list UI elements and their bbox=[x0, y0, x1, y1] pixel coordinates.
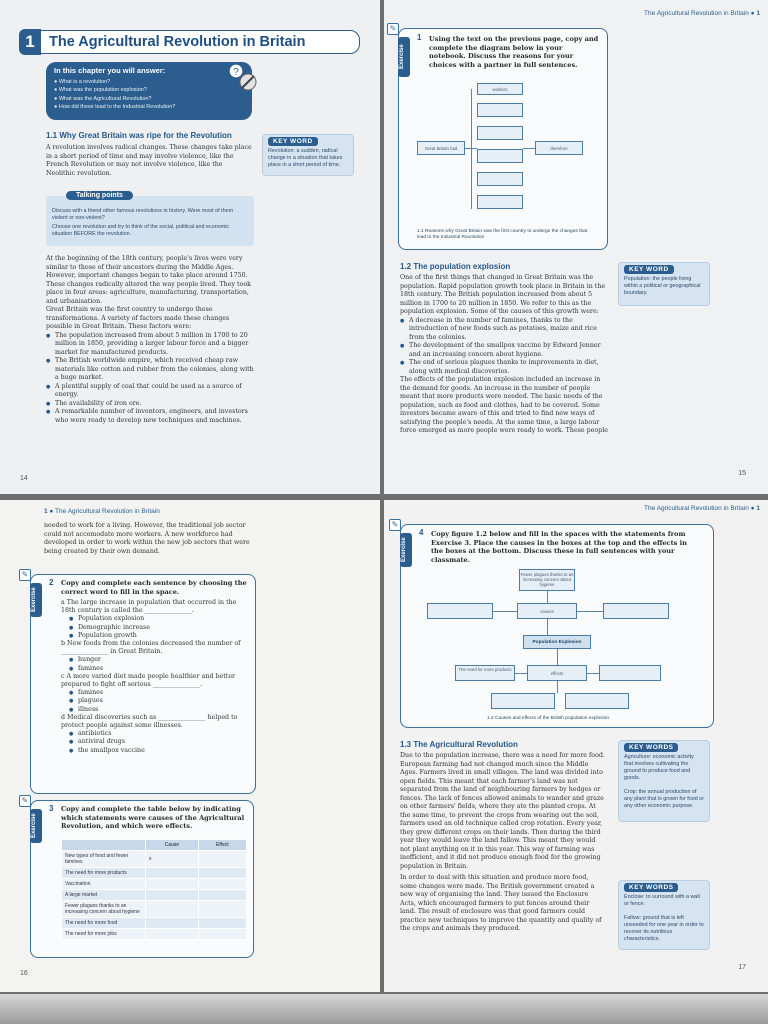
question-item: ● How did these lead to the Industrial Revolution? bbox=[54, 104, 176, 111]
pencil-icon: ✎ bbox=[19, 795, 31, 807]
connector bbox=[515, 673, 527, 674]
talking-point-1: Discuss with a friend other famous revolutions in history. Were most of them violent or non-violent? bbox=[52, 208, 234, 221]
pencil-icon: ✎ bbox=[387, 23, 399, 35]
scan-bottom-edge bbox=[0, 994, 768, 1024]
cause-cell: x bbox=[146, 851, 199, 868]
exercise-number: 2 bbox=[49, 578, 54, 587]
diagram-box-empty bbox=[477, 172, 523, 186]
exercise-number: 3 bbox=[49, 804, 54, 813]
exercise-label: Exercise bbox=[400, 533, 412, 567]
effect-cell bbox=[198, 901, 246, 918]
page-15 bbox=[384, 0, 768, 494]
option: ● antibiotics bbox=[69, 730, 251, 738]
page-number: 14 bbox=[20, 475, 28, 482]
exercise-label: Exercise bbox=[398, 37, 410, 77]
running-header: The Agricultural Revolution in Britain ● 1 bbox=[644, 505, 760, 512]
chapter-number: 1 bbox=[19, 29, 41, 55]
keyword-box-revolution bbox=[262, 134, 354, 176]
causes-list bbox=[400, 317, 610, 377]
pencil-icon: ✎ bbox=[19, 569, 31, 581]
question-item: ● What was the population explosion? bbox=[54, 87, 147, 94]
connector bbox=[471, 89, 472, 209]
options-d bbox=[69, 730, 251, 755]
diagram-box-empty bbox=[603, 603, 669, 619]
exercise-label: Exercise bbox=[30, 809, 42, 843]
paragraph: Due to the population increase, there was a need for more food. European farming had not changed much since the Middle Ages. Farmers lived in small villages. The land was divided into open fields. This meant that each farmer's land was not separated from the land of neighbouring farmers by hedges or fences. The lack of fences allowed animals to wander and graze on other farmers' fields, where they ate the planted crops. At the same time, to prevent the crops from wearing out the soil, farmers used an old technique called crop rotation. Every year, they grew different crops on their lands. Then during the third year they would leave the land fallow. This meant they would not plant anything on it in this year. This way of farming was inefficient, and it did not produce enough food for the growing population in Britain. bbox=[400, 752, 605, 870]
cause-cell bbox=[146, 868, 199, 879]
exercise-1-box bbox=[389, 24, 608, 250]
cause-item: ● The end of serious plagues thanks to improvements in diet, along with medical discoveries. bbox=[400, 359, 610, 376]
cause-cell bbox=[146, 890, 199, 901]
continued-paragraph: needed to work for a living. However, the traditional job sector could not accomodate more workers. A new workforce had developed in order to work within the new job sectors that were being created by their own demand. bbox=[44, 522, 250, 555]
question-item: ● What is a revolution? bbox=[54, 79, 111, 85]
exercise-number: 1 bbox=[417, 33, 422, 42]
keyword-definition: Enclose: to surround with a wall or fence. bbox=[624, 894, 700, 907]
keyword-definition: Crop: the annual production of any plant that is grown for food or any other economic purpose. bbox=[624, 789, 705, 809]
diagram-box-empty bbox=[477, 195, 523, 209]
factor-list bbox=[46, 332, 256, 426]
factor-item: ● A plentiful supply of coal that could be used as a source of energy. bbox=[46, 383, 256, 400]
table-row bbox=[62, 868, 247, 879]
pencil-icon: ✎ bbox=[389, 519, 401, 531]
header-cell bbox=[62, 840, 146, 851]
diagram-box-workers: workers bbox=[477, 83, 523, 95]
section-heading-1-1: 1.1 Why Great Britain was ripe for the Revolution bbox=[46, 131, 232, 140]
section-heading-1-2: 1.2 The population explosion bbox=[400, 262, 511, 271]
connector bbox=[557, 649, 558, 665]
effect-cell bbox=[198, 929, 246, 940]
option: ● antiviral drugs bbox=[69, 738, 251, 746]
keyword-header: KEY WORD bbox=[624, 265, 674, 274]
exercise-instructions: Using the text on the previous page, copy and complete the diagram below in your notebook. Discuss the reasons for your choices with a partner in full sentences. bbox=[429, 35, 599, 69]
cause-effect-table bbox=[61, 839, 247, 940]
page-17 bbox=[384, 500, 768, 992]
keyword-header: KEY WORDS bbox=[624, 883, 678, 892]
svg-text:?: ? bbox=[233, 67, 239, 78]
cause-cell bbox=[146, 879, 199, 890]
keyword-box-enclose bbox=[618, 880, 710, 950]
option: ● plagues bbox=[69, 697, 251, 705]
diagram-box-effects: effects bbox=[527, 665, 587, 681]
effect-cell bbox=[198, 851, 246, 868]
table-header-row bbox=[62, 840, 247, 851]
diagram-box-empty bbox=[477, 103, 523, 117]
cause-cell bbox=[146, 901, 199, 918]
question-d: d Medical discoveries such as _______________ helped to protect people against some illnesses. bbox=[61, 713, 238, 730]
diagram-box-empty bbox=[477, 149, 523, 163]
statement-cell: New types of food and fewer famines bbox=[62, 851, 146, 868]
statement-cell: Vaccination bbox=[62, 879, 146, 890]
exercise-instructions: Copy and complete each sentence by choosing the correct word to fill in the space. bbox=[61, 579, 247, 596]
table-row bbox=[62, 929, 247, 940]
option: ● the smallpox vaccine bbox=[69, 747, 251, 755]
connector bbox=[577, 611, 603, 612]
exercise-instructions: Copy figure 1.2 below and fill in the spaces with the statements from Exercise 3. Place the causes in the boxes at the top and the effects in the boxes at the bottom. Discuss these in full sentences with your classmate. bbox=[431, 530, 687, 564]
cause-item: ● A decrease in the number of famines, thanks to the introduction of new foods such as potatoes, maize and rice from the colonies. bbox=[400, 317, 610, 343]
question-item: ● What was the Agricultural Revolution? bbox=[54, 95, 152, 102]
running-header: The Agricultural Revolution in Britain ● 1 bbox=[644, 10, 760, 17]
diagram-box-population-explosion: Population Explosion bbox=[523, 635, 591, 649]
cause-cell bbox=[146, 929, 199, 940]
keyword-box-agriculture bbox=[618, 740, 710, 822]
diagram-box-therefore: therefore bbox=[535, 141, 583, 155]
question-mark-icon bbox=[228, 62, 260, 94]
page-number: 15 bbox=[738, 470, 746, 477]
table-row bbox=[62, 901, 247, 918]
keyword-definition: Agriculture: economic activity that involves cultivating the ground to produce food and goods. bbox=[624, 754, 694, 781]
option: ● famines bbox=[69, 665, 251, 673]
chapter-title-bar bbox=[20, 30, 360, 54]
running-header: 1 ● The Agricultural Revolution in Britain bbox=[44, 508, 160, 515]
statement-cell: The need for more food bbox=[62, 918, 146, 929]
paragraph: The effects of the population explosion included an increase in the demand for goods. An increase in the number of people meant that more products were needed. The basic needs of the population, such as food and clothes, had to be covered. Some investors became aware of this and tried to find new ways of satisfying the people's needs. At the same time, a large labour force emerged as more people were ready to work. These people bbox=[400, 376, 608, 434]
diagram-box-empty bbox=[477, 126, 523, 140]
question-c: c A more varied diet made people healthier and better prepared to fight off serious _______________. bbox=[61, 672, 236, 689]
table-row bbox=[62, 918, 247, 929]
options-a bbox=[69, 615, 251, 640]
statement-cell: Fewer plagues thanks to an increasing concern about hygiene bbox=[62, 901, 146, 918]
cause-cell bbox=[146, 918, 199, 929]
options-c bbox=[69, 689, 251, 714]
question-b: b New foods from the colonies decreased the number of _______________ in Great Britain. bbox=[61, 640, 241, 656]
table-row bbox=[62, 851, 247, 868]
options-b bbox=[69, 656, 251, 672]
section-1-3-body bbox=[400, 752, 606, 934]
section-1-2-body bbox=[400, 274, 610, 436]
paragraph: At the beginning of the 18th century, people's lives were very similar to those of their ancestors during the Middle Ages. However, important changes began to take place around 1750. These changes radically altered the way people lived. They took place in four areas: agriculture, manufacturing, transportation, and urbanisation. bbox=[46, 255, 251, 305]
page-number: 17 bbox=[738, 964, 746, 971]
diagram-box-empty bbox=[565, 693, 629, 709]
talking-points-heading: Talking points bbox=[66, 191, 133, 200]
diagram-box-great-britain-had: Great Britain had bbox=[417, 141, 465, 155]
connector bbox=[493, 611, 517, 612]
paragraph: In order to deal with this situation and produce more food, some changes were made. The British government created a new way of organising the land. They issued the Enclosure Acts, which encouraged farmers to put fences around their land. The result of enclosure was that good farmers could practice new techniques to improve the quantity and quality of the crops and animals they produced. bbox=[400, 874, 602, 932]
table-row bbox=[62, 890, 247, 901]
connector bbox=[557, 681, 558, 693]
exercise-2-questions bbox=[61, 599, 251, 755]
page-14 bbox=[0, 0, 380, 494]
chapter-questions-box bbox=[46, 62, 252, 120]
exercise-3-box bbox=[21, 796, 254, 958]
effect-cell bbox=[198, 918, 246, 929]
statement-cell: The need for more products bbox=[62, 868, 146, 879]
exercise-label: Exercise bbox=[30, 583, 42, 617]
factor-item: ● The availability of iron ore. bbox=[46, 400, 256, 409]
section-heading-1-3: 1.3 The Agricultural Revolution bbox=[400, 740, 518, 749]
option: ● Population growth bbox=[69, 632, 251, 640]
chapter-title: The Agricultural Revolution in Britain bbox=[49, 34, 306, 50]
keyword-definition: Fallow: ground that is left unseeded for one year in order to recover its nutritious characteristics. bbox=[624, 915, 704, 942]
talking-points-box bbox=[46, 192, 254, 246]
diagram-box-causes: causes bbox=[517, 603, 577, 619]
section-1-1-intro: A revolution involves radical changes. These changes take place in a short period of time and may involve violence, like the French Revolution or may not involve violence, like the Neolithic revolution. bbox=[46, 144, 252, 177]
connector bbox=[523, 148, 535, 149]
option: ● Population explosion bbox=[69, 615, 251, 623]
chapter-questions-list bbox=[54, 78, 175, 112]
paragraph: One of the first things that changed in Great Britain was the population. Rapid population growth took place in Britain in the 18th century. The British population increased from about 5 million in 1700 to 20 million in 1850. We refer to this as the population explosion. Some of the causes of this growth were: bbox=[400, 274, 606, 315]
keyword-box-population bbox=[618, 262, 710, 306]
keyword-definition: Population: the people living within a political or geographical boundary. bbox=[624, 276, 701, 296]
header-cell: Effect bbox=[198, 840, 246, 851]
factor-item: ● The British worldwide empire, which received cheap raw materials like cotton and rubber from the colonies, along with a huge market. bbox=[46, 357, 256, 383]
factor-item: ● The population increased from about 5 million in 1700 to 20 million in 1850, providing a larger labour force and a bigger market for manufactured products. bbox=[46, 332, 256, 358]
page-16 bbox=[0, 500, 380, 992]
connector bbox=[547, 591, 548, 603]
connector bbox=[547, 619, 548, 635]
figure-caption: 1.2 Causes and effects of the British population explosion bbox=[487, 716, 610, 721]
cause-item: ● The development of the smallpox vaccine by Edward Jenner and an increasing concern about hygiene. bbox=[400, 342, 610, 359]
keyword-header: KEY WORDS bbox=[624, 743, 678, 752]
keyword-definition: Revolution: a sudden, radical change in a situation that takes place in a short period of time. bbox=[268, 148, 343, 168]
option: ● hunger bbox=[69, 656, 251, 664]
section-1-1-body bbox=[46, 255, 256, 425]
diagram-box-fewer-plagues: Fewer plagues thanks to an increasing concern about hygiene bbox=[519, 569, 575, 591]
paragraph: Great Britain was the first country to undergo these transformations. A variety of factors made these changes possible in Great Britain. These factors were: bbox=[46, 306, 230, 330]
header-cell: Cause bbox=[146, 840, 199, 851]
option: ● illness bbox=[69, 706, 251, 714]
table-row bbox=[62, 879, 247, 890]
diagram-box-empty bbox=[491, 693, 555, 709]
effect-cell bbox=[198, 868, 246, 879]
exercise-2-box bbox=[21, 570, 256, 794]
option: ● Demographic increase bbox=[69, 624, 251, 632]
diagram-box-empty bbox=[427, 603, 493, 619]
diagram-box-need-more-products: The need for more products bbox=[455, 665, 515, 681]
figure-caption: 1.1 Reasons why Great Britain was the first country to undergo the changes that lead to the Industrial Revolution bbox=[417, 229, 588, 240]
exercise-instructions: Copy and complete the table below by indicating which statements were causes of the Agricultural Revolution, and which were effects. bbox=[61, 805, 245, 831]
connector bbox=[587, 673, 599, 674]
effect-cell bbox=[198, 879, 246, 890]
exercise-number: 4 bbox=[419, 528, 424, 537]
effect-cell bbox=[198, 890, 246, 901]
factor-item: ● A remarkable number of inventors, engineers, and investors who were ready to develop new techniques and machines. bbox=[46, 408, 256, 425]
option: ● famines bbox=[69, 689, 251, 697]
exercise-4-box bbox=[391, 520, 714, 728]
statement-cell: The need for more jobs bbox=[62, 929, 146, 940]
page-number: 16 bbox=[20, 970, 28, 977]
diagram-box-empty bbox=[599, 665, 661, 681]
question-a: a The large increase in population that occurred in the 18th century is called the _______________. bbox=[61, 599, 237, 615]
keyword-header: KEY WORD bbox=[268, 137, 318, 146]
statement-cell: A large market bbox=[62, 890, 146, 901]
talking-point-2: Choose one revolution and try to think of the social, political and economic situation BEFORE the revolution. bbox=[52, 224, 230, 237]
chapter-questions-heading: In this chapter you will answer: bbox=[54, 66, 166, 75]
